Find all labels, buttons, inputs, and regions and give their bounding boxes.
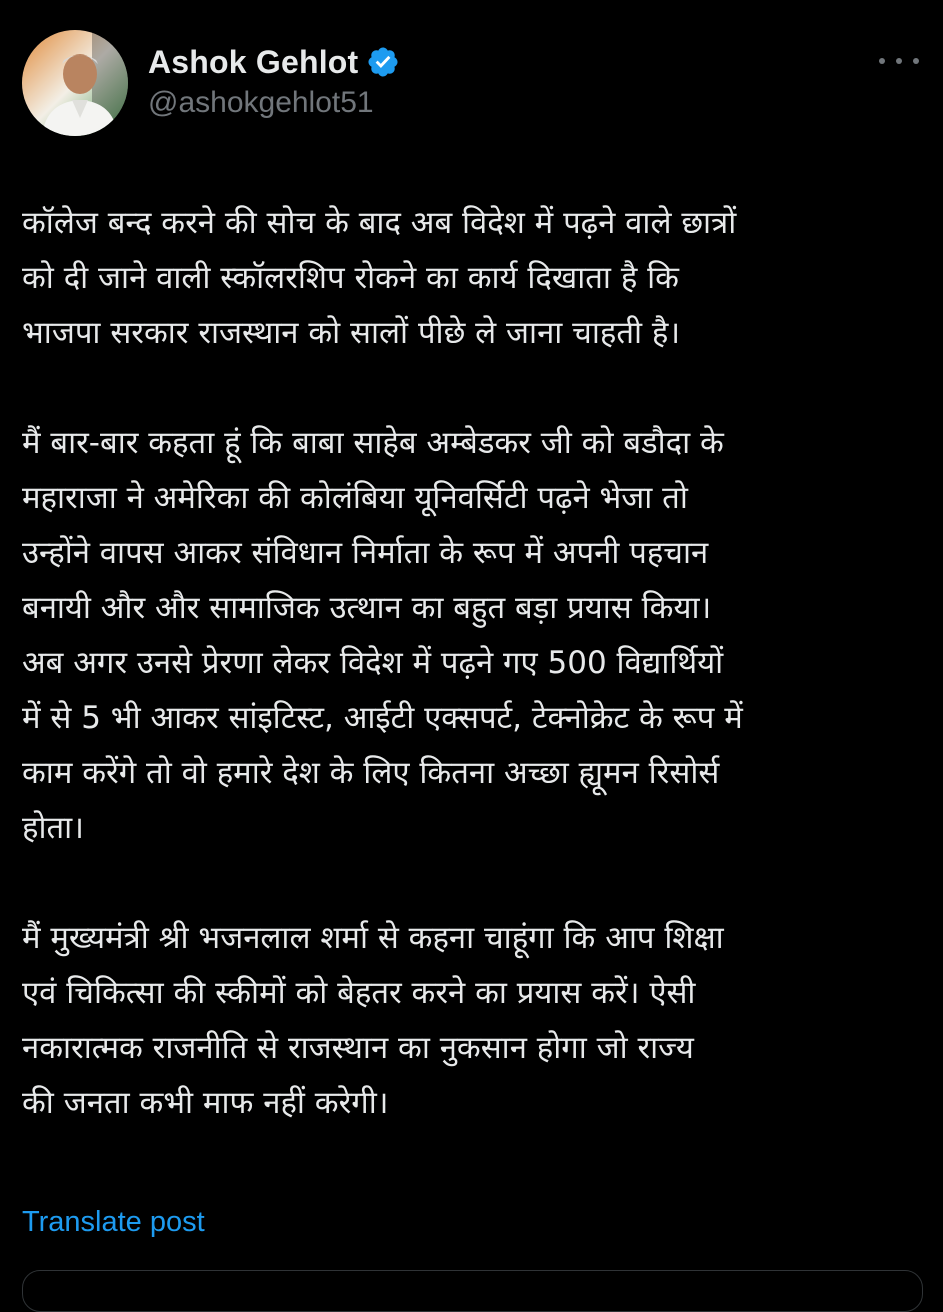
display-name-row[interactable] [148,40,400,84]
dot [896,58,902,64]
dot [879,58,885,64]
verified-badge-icon [366,45,400,79]
tweet-paragraph-2: मैं बार-बार कहता हूं कि बाबा साहेब अम्बेडकर जी को बडौदा के महाराजा ने अमेरिका की कोलंबिया यूनिवर्सिटी पढ़ने भेजा तो उन्होंने वापस आकर संविधान निर्माता के रूप में अपनी पहचान बनायी और और सामाजिक उत्थान का बहुत बड़ा प्रयास किया। अब अगर उनसे प्रेरणा लेकर विदेश में पढ़ने गए 500 विद्यार्थियों में से 5 भी आकर सांइटिस्ट, आईटी एक्सपर्ट, टेक्नोक्रेट के रूप में काम करेंगे तो वो हमारे देश के लिए कितना अच्छा ह्यूमन रिसोर्स होता। [22,425,743,846]
translate-post-link[interactable]: Translate post [22,1206,205,1238]
user-handle[interactable]: @ashokgehlot51 [148,86,374,119]
tweet-text [22,196,922,1131]
display-name[interactable]: Ashok Gehlot [148,43,359,80]
avatar-image [22,30,128,136]
next-card-edge [22,1270,923,1312]
more-options-icon[interactable] [879,46,919,76]
avatar[interactable] [22,30,128,136]
tweet-header [0,0,943,150]
tweet-paragraph-3: मैं मुख्यमंत्री श्री भजनलाल शर्मा से कहना चाहूंगा कि आप शिक्षा एवं चिकित्सा की स्कीमों को बेहतर करने का प्रयास करें। ऐसी नकारात्मक राजनीति से राजस्थान का नुकसान होगा जो राज्य की जनता कभी माफ नहीं करेगी। [22,920,724,1121]
dot [913,58,919,64]
tweet-paragraph-1: कॉलेज बन्द करने की सोच के बाद अब विदेश में पढ़ने वाले छात्रों को दी जाने वाली स्कॉलरशिप रोकने का कार्य दिखाता है कि भाजपा सरकार राजस्थान को सालों पीछे ले जाना चाहती है। [22,205,737,351]
